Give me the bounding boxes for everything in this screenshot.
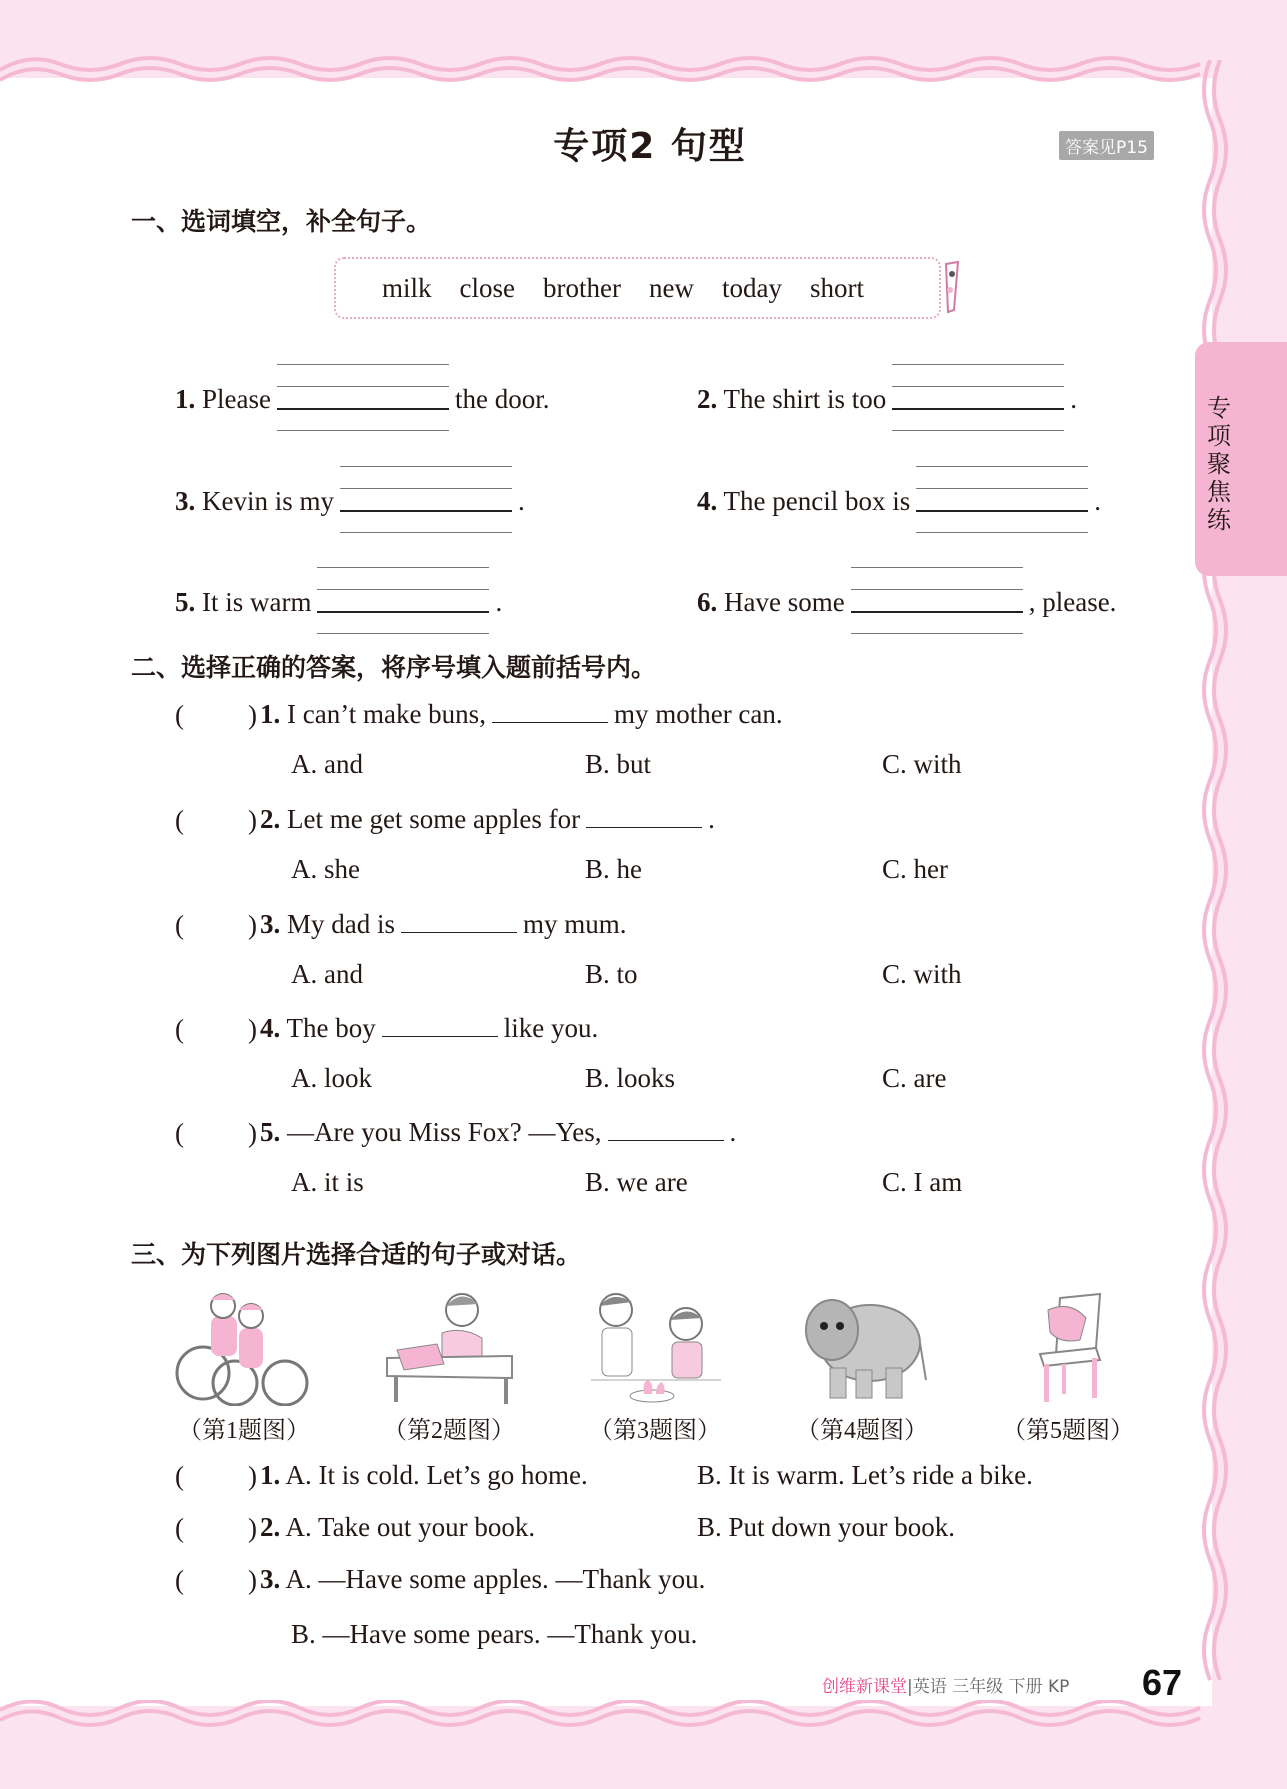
answer-paren-open[interactable]: ( bbox=[175, 700, 184, 730]
answer-paren-open[interactable]: ( bbox=[175, 1461, 184, 1491]
word-bank-item: today bbox=[721, 272, 782, 303]
picture-caption-3: （第3题图） bbox=[589, 1418, 721, 1444]
fill-question-5: 5. It is warm . bbox=[175, 567, 502, 633]
footer-info bbox=[822, 1672, 1069, 1697]
fill-question-2: 2. The shirt is too . bbox=[697, 364, 1077, 430]
picture-question-1-option-b: B. It is warm. Let’s ride a bike. bbox=[697, 1460, 1033, 1490]
top-wave-border bbox=[0, 50, 1240, 90]
bottom-wave-border bbox=[0, 1700, 1240, 1740]
picture-elephant bbox=[790, 1288, 930, 1406]
option-a: A. and bbox=[291, 959, 363, 989]
picture-question-3: 3. A. —Have some apples. —Thank you. bbox=[260, 1564, 706, 1594]
word-bank bbox=[334, 257, 941, 319]
answer-paren-close: ) bbox=[248, 1565, 257, 1595]
option-a: A. look bbox=[291, 1063, 372, 1093]
picture-caption-1: （第1题图） bbox=[178, 1418, 310, 1444]
picture-sharing-fruit bbox=[586, 1288, 726, 1406]
word-bank-item: milk bbox=[382, 272, 432, 303]
answer-paren-open[interactable]: ( bbox=[175, 1014, 184, 1044]
answer-blank[interactable] bbox=[382, 1012, 498, 1037]
answer-paren-close: ) bbox=[248, 700, 257, 730]
picture-question-2: 2. A. Take out your book. bbox=[260, 1512, 536, 1542]
picture-question-3-option-b: B. —Have some pears. —Thank you. bbox=[291, 1619, 698, 1649]
answer-paren-close: ) bbox=[248, 1461, 257, 1491]
page-title: 专项2 句型 bbox=[553, 126, 747, 167]
footer-brand: 创维新课堂 bbox=[822, 1677, 907, 1697]
option-c: C. are bbox=[882, 1063, 947, 1093]
answer-paren-close: ) bbox=[248, 805, 257, 835]
option-b: B. to bbox=[585, 959, 638, 989]
option-a: A. she bbox=[291, 854, 360, 884]
picture-caption-2: （第2题图） bbox=[383, 1418, 515, 1444]
choice-question-3: 3. My dad is my mum. bbox=[260, 909, 627, 939]
answer-paren-close: ) bbox=[248, 910, 257, 940]
side-tab-label: 专项聚焦练 bbox=[1207, 394, 1231, 534]
answer-blank[interactable] bbox=[492, 698, 608, 723]
picture-book-on-desk bbox=[382, 1288, 522, 1406]
choice-question-1: 1. I can’t make buns, my mother can. bbox=[260, 699, 783, 729]
option-c: C. with bbox=[882, 959, 962, 989]
word-bank-item: new bbox=[648, 272, 694, 303]
option-b: B. but bbox=[585, 749, 652, 779]
option-a: A. it is bbox=[291, 1167, 364, 1197]
answer-paren-open[interactable]: ( bbox=[175, 1513, 184, 1543]
picture-riding-bike bbox=[173, 1288, 313, 1406]
answer-paren-close: ) bbox=[248, 1014, 257, 1044]
picture-question-1: 1. A. It is cold. Let’s go home. bbox=[260, 1460, 588, 1490]
answer-blank[interactable] bbox=[916, 466, 1088, 532]
word-bank-item: close bbox=[459, 272, 515, 303]
option-c: C. I am bbox=[882, 1167, 963, 1197]
section2-heading: 二、选择正确的答案，将序号填入题前括号内。 bbox=[131, 653, 657, 682]
fill-question-4: 4. The pencil box is . bbox=[697, 466, 1101, 532]
answer-blank[interactable] bbox=[892, 364, 1064, 430]
word-bank-item: brother bbox=[543, 272, 621, 303]
footer-separator: | bbox=[907, 1677, 913, 1697]
right-wave-border bbox=[1196, 60, 1236, 1720]
answer-paren-close: ) bbox=[248, 1118, 257, 1148]
answer-blank[interactable] bbox=[317, 567, 489, 633]
option-b: B. we are bbox=[585, 1167, 688, 1197]
answer-blank[interactable] bbox=[586, 803, 702, 828]
choice-question-4: 4. The boy like you. bbox=[260, 1013, 599, 1043]
answer-paren-open[interactable]: ( bbox=[175, 805, 184, 835]
side-tab bbox=[1195, 342, 1287, 576]
answer-blank[interactable] bbox=[401, 908, 517, 933]
option-c: C. her bbox=[882, 854, 948, 884]
answer-blank[interactable] bbox=[851, 567, 1023, 633]
choice-question-5: 5. —Are you Miss Fox? —Yes, . bbox=[260, 1117, 737, 1147]
choice-question-2: 2. Let me get some apples for . bbox=[260, 804, 715, 834]
picture-bag-on-chair bbox=[1000, 1288, 1140, 1406]
answer-paren-open[interactable]: ( bbox=[175, 910, 184, 940]
answer-paren-close: ) bbox=[248, 1513, 257, 1543]
picture-caption-5: （第5题图） bbox=[1002, 1418, 1134, 1444]
section1-heading: 一、选词填空，补全句子。 bbox=[131, 207, 432, 236]
fill-question-3: 3. Kevin is my . bbox=[175, 466, 525, 532]
pencil-mascot-icon bbox=[936, 258, 966, 318]
answer-blank[interactable] bbox=[277, 364, 449, 430]
option-a: A. and bbox=[291, 749, 363, 779]
fill-question-1: 1. Please the door. bbox=[175, 364, 549, 430]
answer-reference-badge: 答案见P15 bbox=[1059, 131, 1154, 160]
answer-paren-open[interactable]: ( bbox=[175, 1565, 184, 1595]
word-bank-item: short bbox=[809, 272, 864, 303]
fill-question-6: 6. Have some , please. bbox=[697, 567, 1116, 633]
picture-question-2-option-b: B. Put down your book. bbox=[697, 1512, 956, 1542]
section3-heading: 三、为下列图片选择合适的句子或对话。 bbox=[131, 1240, 582, 1269]
option-b: B. he bbox=[585, 854, 642, 884]
page-number: 67 bbox=[1142, 1662, 1183, 1703]
footer-book-info: 英语 三年级 下册 KP bbox=[912, 1677, 1070, 1697]
option-b: B. looks bbox=[585, 1063, 676, 1093]
picture-caption-4: （第4题图） bbox=[796, 1418, 928, 1444]
option-c: C. with bbox=[882, 749, 962, 779]
answer-paren-open[interactable]: ( bbox=[175, 1118, 184, 1148]
answer-blank[interactable] bbox=[340, 466, 512, 532]
answer-blank[interactable] bbox=[608, 1116, 724, 1141]
